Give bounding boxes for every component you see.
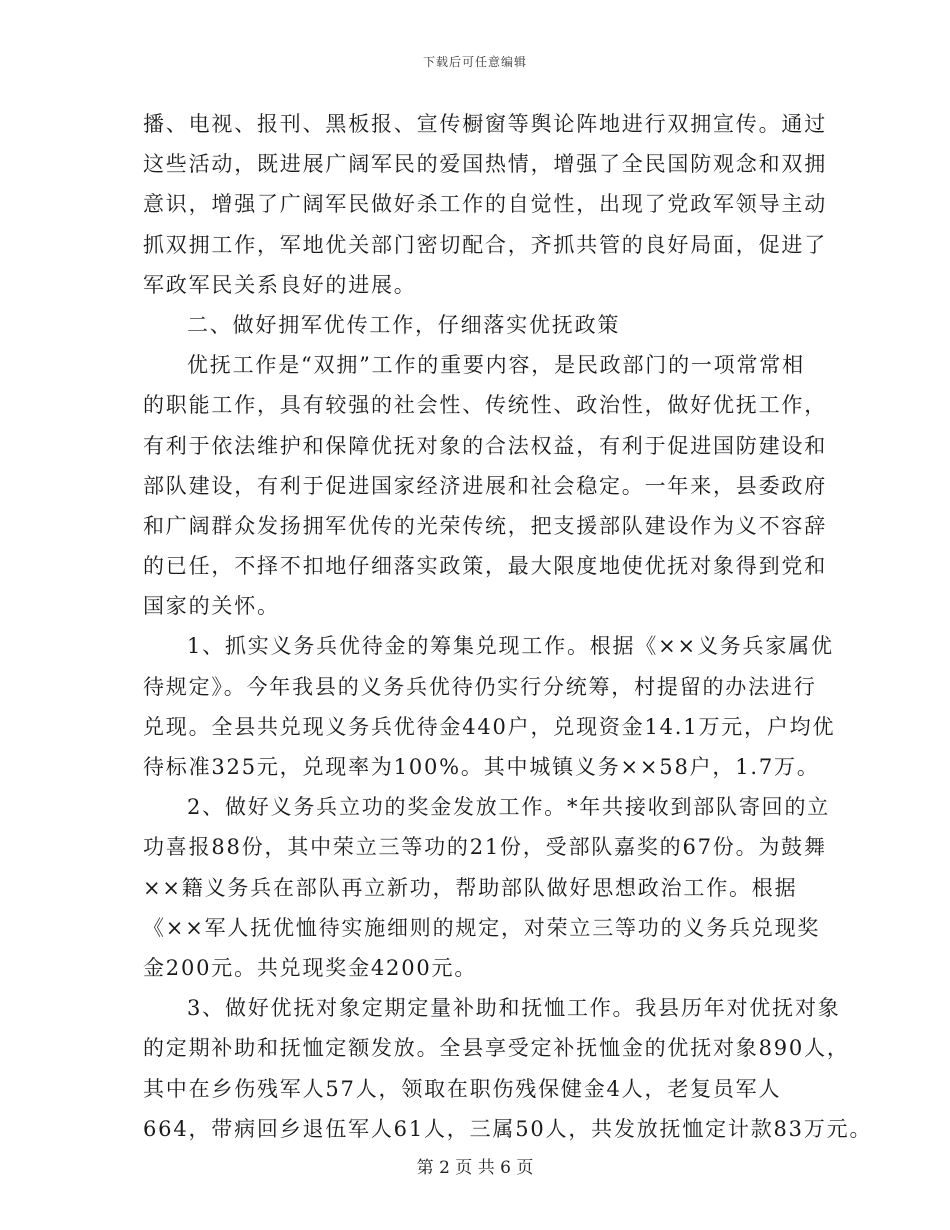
body-line: 的已任，不择不扣地仔细落实政策，最大限度地使优抚对象得到党和 bbox=[143, 554, 827, 579]
body-line: 兑现。全县共兑现义务兵优待金440户，兑现资金14.1万元，户均优 bbox=[143, 714, 836, 739]
page-footer: 第 2 页 共 6 页 bbox=[416, 1158, 534, 1178]
body-line: 664，带病回乡退伍军人61人，三属50人，共发放抚恤定计款83万元。 bbox=[143, 1116, 873, 1141]
body-line: 的定期补助和抚恤定额发放。全县享受定补抚恤金的优抚对象890人， bbox=[143, 1036, 850, 1061]
body-line: 和广阔群众发扬拥军优传的光荣传统，把支援部队建设作为义不容辞 bbox=[143, 513, 827, 538]
body-line: 部队建设，有利于促进国家经济进展和社会稳定。一年来，县委政府 bbox=[143, 473, 827, 498]
body-line: 意识，增强了广阔军民做好杀工作的自觉性，出现了党政军领导主动 bbox=[143, 192, 827, 217]
body-line: 这些活动，既进展广阔军民的爱国热情，增强了全民国防观念和双拥 bbox=[143, 152, 827, 177]
body-line: 抓双拥工作，军地优关部门密切配合，齐抓共管的良好局面，促进了 bbox=[143, 232, 827, 257]
body-line: 军政军民关系良好的进展。 bbox=[143, 272, 417, 297]
body-line: 1、抓实义务兵优待金的筹集兑现工作。根据《××义务兵家属优 bbox=[187, 634, 834, 659]
body-line: 待规定》。今年我县的义务兵优待仍实行分统筹，村提留的办法进行 bbox=[143, 674, 817, 699]
body-line: 国家的关怀。 bbox=[143, 594, 280, 619]
body-line: 的职能工作，具有较强的社会性、传统性、政治性，做好优抚工作， bbox=[143, 393, 827, 418]
body-line: 有利于依法维护和保障优抚对象的合法权益，有利于促进国防建设和 bbox=[143, 433, 827, 458]
body-line: 其中在乡伤残军人57人，领取在职伤残保健金4人，老复员军人 bbox=[143, 1076, 782, 1101]
document-body bbox=[143, 104, 873, 1149]
body-line: 播、电视、报刊、黑板报、宣传橱窗等舆论阵地进行双拥宣传。通过 bbox=[143, 112, 827, 136]
section-heading: 二、做好拥军优传工作，仔细落实优抚政策 bbox=[187, 312, 621, 337]
body-line: 待标准325元，兑现率为100%。其中城镇义务××58户，1.7万。 bbox=[143, 755, 820, 779]
body-line: 优抚工作是“双拥”工作的重要内容，是民政部门的一项常常相 bbox=[187, 353, 805, 378]
body-line: 《××军人抚优恤待实施细则的规定，对荣立三等功的义务兵兑现奖 bbox=[143, 915, 821, 940]
body-line: 金200元。共兑现奖金4200元。 bbox=[143, 955, 478, 980]
body-line: 3、做好优抚对象定期定量补助和抚恤工作。我县历年对优抚对象 bbox=[187, 996, 841, 1021]
body-line: ××籍义务兵在部队再立新功，帮助部队做好思想政治工作。根据 bbox=[143, 875, 798, 900]
page-header: 下载后可任意编辑 bbox=[422, 55, 527, 69]
body-line: 2、做好义务兵立功的奖金发放工作。*年共接收到部队寄回的立 bbox=[187, 795, 831, 820]
body-line: 功喜报88份，其中荣立三等功的21份，受部队嘉奖的67份。为鼓舞 bbox=[143, 835, 827, 860]
